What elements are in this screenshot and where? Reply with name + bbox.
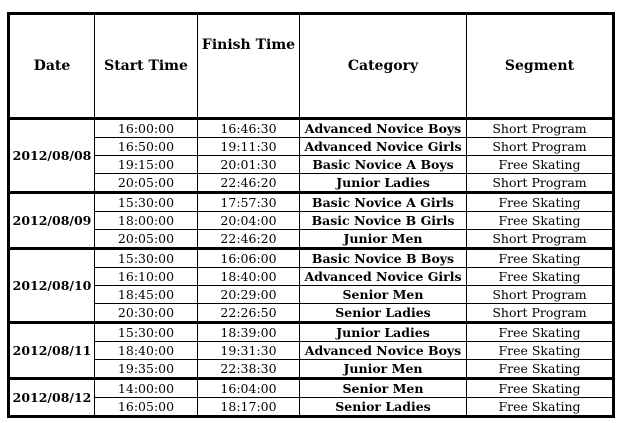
category-cell: Advanced Novice Girls bbox=[300, 268, 467, 286]
table-row bbox=[9, 193, 614, 212]
start-time-cell: 20:05:00 bbox=[95, 174, 198, 193]
table-row bbox=[9, 230, 614, 249]
segment-cell: Free Skating bbox=[467, 156, 614, 174]
header-start-time: Start Time bbox=[95, 14, 198, 119]
category-cell: Basic Novice A Boys bbox=[300, 156, 467, 174]
category-cell: Advanced Novice Girls bbox=[300, 138, 467, 156]
start-time-cell: 16:10:00 bbox=[95, 268, 198, 286]
category-cell: Junior Ladies bbox=[300, 174, 467, 193]
table-row bbox=[9, 156, 614, 174]
category-cell: Senior Ladies bbox=[300, 398, 467, 417]
start-time-cell: 20:30:00 bbox=[95, 304, 198, 323]
category-cell: Senior Ladies bbox=[300, 304, 467, 323]
date-cell: 2012/08/10 bbox=[9, 249, 95, 323]
start-time-cell: 15:30:00 bbox=[95, 249, 198, 268]
table-row bbox=[9, 249, 614, 268]
segment-cell: Free Skating bbox=[467, 249, 614, 268]
finish-time-cell: 20:01:30 bbox=[198, 156, 300, 174]
date-cell: 2012/08/12 bbox=[9, 379, 95, 417]
category-cell: Advanced Novice Boys bbox=[300, 342, 467, 360]
table-row bbox=[9, 138, 614, 156]
start-time-cell: 18:45:00 bbox=[95, 286, 198, 304]
start-time-cell: 19:15:00 bbox=[95, 156, 198, 174]
table-row bbox=[9, 268, 614, 286]
start-time-cell: 16:05:00 bbox=[95, 398, 198, 417]
category-cell: Advanced Novice Boys bbox=[300, 119, 467, 138]
category-cell: Junior Ladies bbox=[300, 323, 467, 342]
segment-cell: Short Program bbox=[467, 286, 614, 304]
finish-time-cell: 18:39:00 bbox=[198, 323, 300, 342]
category-cell: Junior Men bbox=[300, 230, 467, 249]
finish-time-cell: 16:04:00 bbox=[198, 379, 300, 398]
schedule-body bbox=[9, 119, 614, 417]
table-row bbox=[9, 342, 614, 360]
category-cell: Basic Novice A Girls bbox=[300, 193, 467, 212]
segment-cell: Free Skating bbox=[467, 193, 614, 212]
finish-time-cell: 20:29:00 bbox=[198, 286, 300, 304]
segment-cell: Short Program bbox=[467, 138, 614, 156]
table-row bbox=[9, 286, 614, 304]
finish-time-cell: 19:31:30 bbox=[198, 342, 300, 360]
segment-cell: Short Program bbox=[467, 230, 614, 249]
finish-time-cell: 22:46:20 bbox=[198, 230, 300, 249]
header-date: Date bbox=[9, 14, 95, 119]
finish-time-cell: 18:40:00 bbox=[198, 268, 300, 286]
header-segment: Segment bbox=[467, 14, 614, 119]
table-row bbox=[9, 360, 614, 379]
header-row bbox=[9, 14, 614, 119]
start-time-cell: 15:30:00 bbox=[95, 323, 198, 342]
finish-time-cell: 17:57:30 bbox=[198, 193, 300, 212]
table-row bbox=[9, 323, 614, 342]
finish-time-cell: 22:26:50 bbox=[198, 304, 300, 323]
table-row bbox=[9, 304, 614, 323]
start-time-cell: 14:00:00 bbox=[95, 379, 198, 398]
finish-time-cell: 16:46:30 bbox=[198, 119, 300, 138]
start-time-cell: 18:40:00 bbox=[95, 342, 198, 360]
start-time-cell: 20:05:00 bbox=[95, 230, 198, 249]
start-time-cell: 16:00:00 bbox=[95, 119, 198, 138]
date-cell: 2012/08/08 bbox=[9, 119, 95, 193]
segment-cell: Free Skating bbox=[467, 323, 614, 342]
category-cell: Senior Men bbox=[300, 379, 467, 398]
table-row bbox=[9, 212, 614, 230]
header-finish-time: Finish Time bbox=[198, 14, 300, 119]
start-time-cell: 18:00:00 bbox=[95, 212, 198, 230]
start-time-cell: 16:50:00 bbox=[95, 138, 198, 156]
finish-time-cell: 19:11:30 bbox=[198, 138, 300, 156]
segment-cell: Free Skating bbox=[467, 398, 614, 417]
table-row bbox=[9, 398, 614, 417]
header-category: Category bbox=[300, 14, 467, 119]
finish-time-cell: 18:17:00 bbox=[198, 398, 300, 417]
table-row bbox=[9, 119, 614, 138]
schedule-table bbox=[7, 12, 615, 418]
segment-cell: Free Skating bbox=[467, 342, 614, 360]
finish-time-cell: 16:06:00 bbox=[198, 249, 300, 268]
segment-cell: Free Skating bbox=[467, 379, 614, 398]
category-cell: Junior Men bbox=[300, 360, 467, 379]
start-time-cell: 19:35:00 bbox=[95, 360, 198, 379]
finish-time-cell: 22:38:30 bbox=[198, 360, 300, 379]
date-cell: 2012/08/09 bbox=[9, 193, 95, 249]
segment-cell: Free Skating bbox=[467, 360, 614, 379]
table-row bbox=[9, 174, 614, 193]
segment-cell: Short Program bbox=[467, 174, 614, 193]
start-time-cell: 15:30:00 bbox=[95, 193, 198, 212]
finish-time-cell: 20:04:00 bbox=[198, 212, 300, 230]
segment-cell: Short Program bbox=[467, 119, 614, 138]
segment-cell: Free Skating bbox=[467, 268, 614, 286]
category-cell: Basic Novice B Girls bbox=[300, 212, 467, 230]
table-row bbox=[9, 379, 614, 398]
finish-time-cell: 22:46:20 bbox=[198, 174, 300, 193]
category-cell: Basic Novice B Boys bbox=[300, 249, 467, 268]
date-cell: 2012/08/11 bbox=[9, 323, 95, 379]
category-cell: Senior Men bbox=[300, 286, 467, 304]
segment-cell: Free Skating bbox=[467, 212, 614, 230]
segment-cell: Short Program bbox=[467, 304, 614, 323]
